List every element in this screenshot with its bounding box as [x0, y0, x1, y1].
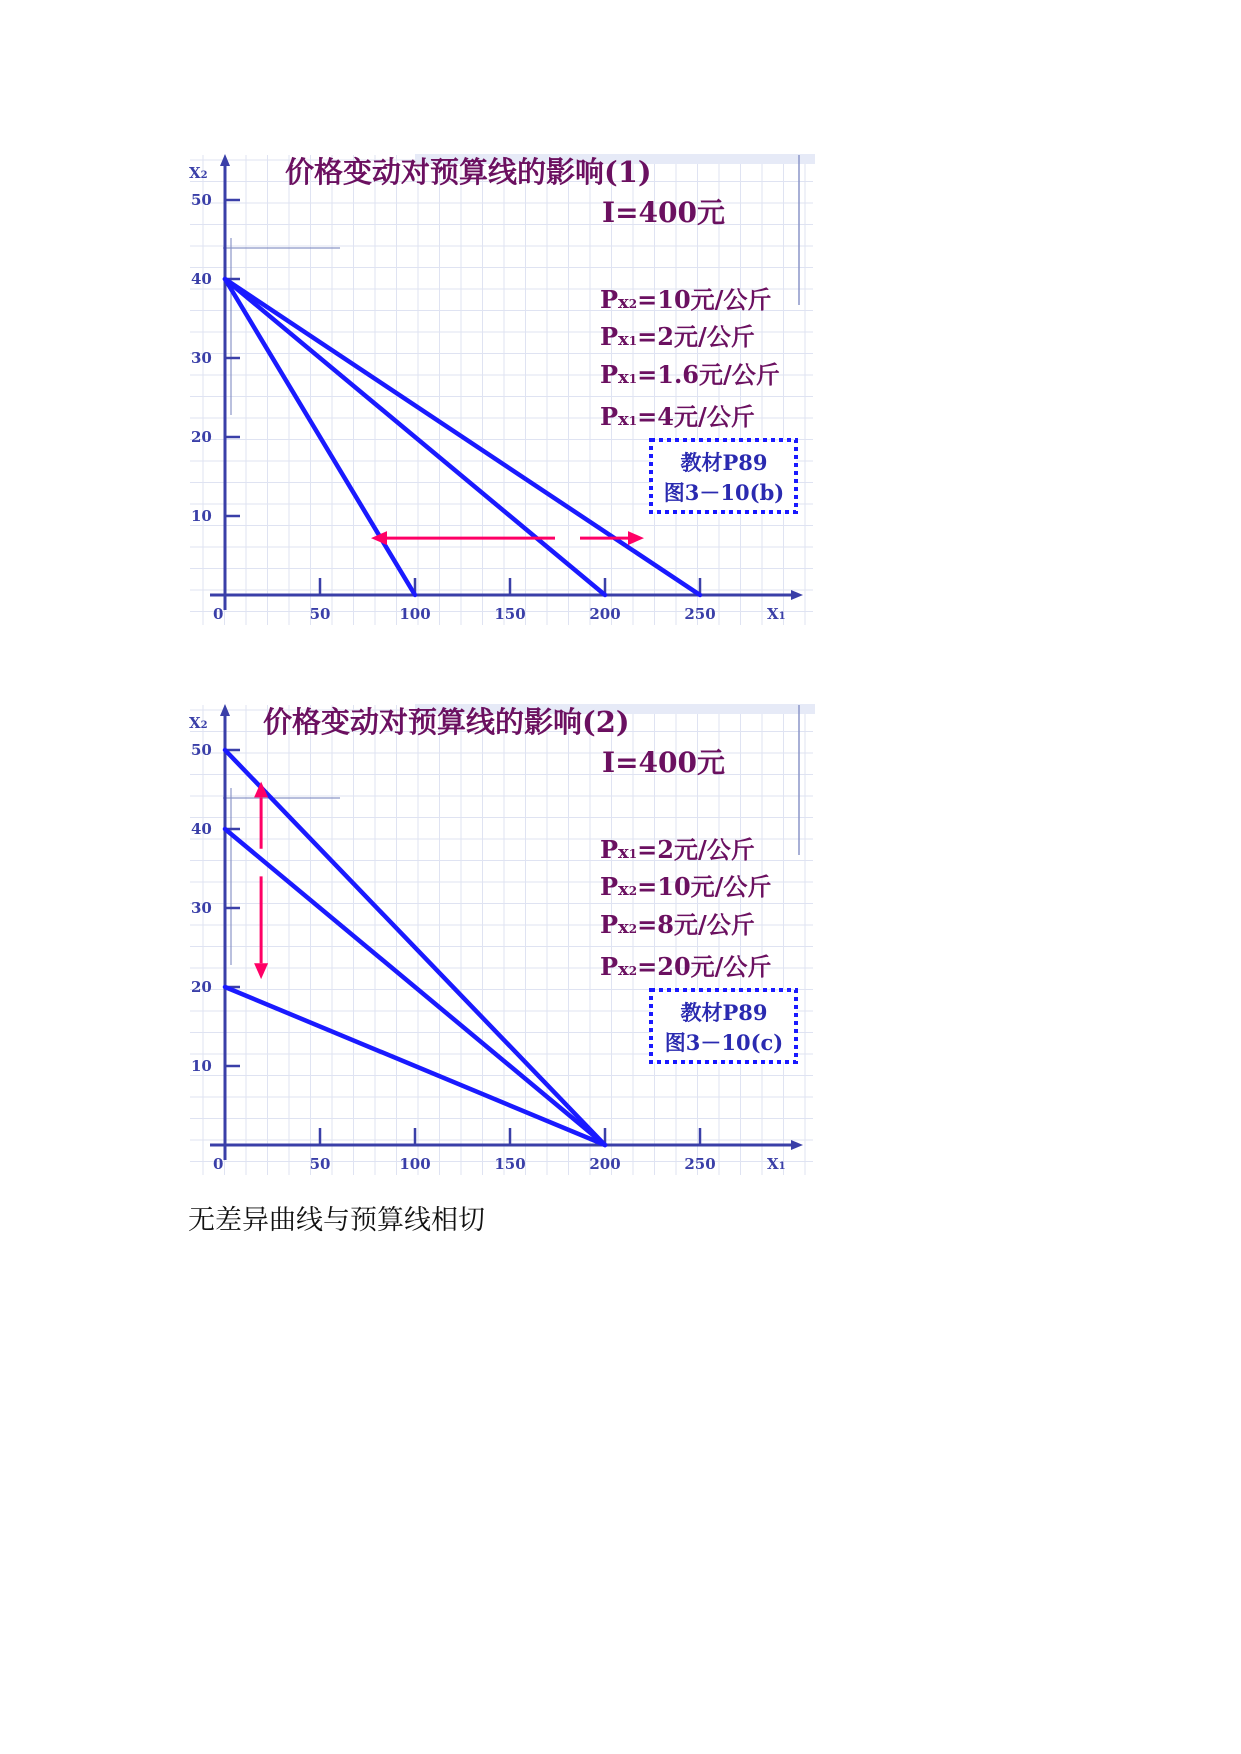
- annotation-2: Px2=10元/公斤: [600, 285, 772, 314]
- x-axis-arrow: [791, 1140, 803, 1150]
- annotation-5: Px1=4元/公斤: [600, 402, 755, 431]
- y-tick-label: 30: [191, 899, 212, 917]
- y-tick-label: 20: [191, 428, 212, 446]
- change-arrows: [371, 531, 644, 545]
- change-arrows: [254, 782, 268, 980]
- budget-line-1: [225, 279, 415, 595]
- y-axis-label: X2: [189, 164, 208, 182]
- x-tick-label: 250: [684, 1155, 716, 1173]
- chart-title: 价格变动对预算线的影响(1): [285, 155, 652, 189]
- annotation-1: I=400元: [602, 746, 726, 779]
- annotation-2: Px1=2元/公斤: [600, 835, 755, 864]
- annotation-3: Px1=2元/公斤: [600, 322, 755, 351]
- y-axis-label: X2: [189, 714, 208, 732]
- note-box: [651, 440, 796, 512]
- caption-text: 无差异曲线与预算线相切: [188, 1205, 485, 1236]
- annotation-4: Px2=8元/公斤: [600, 910, 755, 939]
- budget-line-2: [225, 829, 605, 1145]
- budget-line-3: [225, 279, 700, 595]
- x-tick-label: 150: [494, 605, 526, 623]
- budget-line-1: [225, 750, 605, 1145]
- note-line-2: 图3－10(c): [664, 1030, 784, 1055]
- note-box: [651, 990, 796, 1062]
- y-tick-label: 40: [191, 270, 212, 288]
- y-tick-label: 50: [191, 191, 212, 209]
- x-tick-label: 50: [309, 605, 331, 623]
- annotation-4: Px1=1.6元/公斤: [600, 360, 780, 389]
- annotation-5: Px2=20元/公斤: [600, 952, 772, 981]
- x-tick-label: 250: [684, 605, 716, 623]
- budget-line-2: [225, 279, 605, 595]
- chart-svg-1: [185, 150, 815, 630]
- x-tick-label: 0: [213, 605, 224, 623]
- x-tick-label: 100: [399, 605, 431, 623]
- x-axis-arrow: [791, 590, 803, 600]
- y-tick-label: 10: [191, 507, 212, 525]
- chart-svg-2: [185, 700, 815, 1180]
- y-tick-label: 50: [191, 741, 212, 759]
- x-tick-label: 50: [309, 1155, 331, 1173]
- arrow-down-head: [254, 963, 268, 979]
- y-tick-label: 20: [191, 978, 212, 996]
- annotation-3: Px2=10元/公斤: [600, 872, 772, 901]
- budget-line-chart-2: [185, 700, 815, 1180]
- x-axis-label: X1: [767, 1155, 786, 1173]
- x-tick-label: 200: [589, 605, 621, 623]
- chart-title: 价格变动对预算线的影响(2): [263, 705, 630, 739]
- x-tick-label: 200: [589, 1155, 621, 1173]
- y-tick-label: 10: [191, 1057, 212, 1075]
- budget-line-chart-1: [185, 150, 815, 630]
- annotation-1: I=400元: [602, 196, 726, 229]
- note-line-1: 教材P89: [680, 1000, 768, 1025]
- note-line-1: 教材P89: [680, 450, 768, 475]
- note-line-2: 图3－10(b): [663, 480, 785, 505]
- y-tick-label: 40: [191, 820, 212, 838]
- x-tick-label: 0: [213, 1155, 224, 1173]
- arrow-right-head: [628, 531, 644, 545]
- x-tick-label: 150: [494, 1155, 526, 1173]
- y-tick-label: 30: [191, 349, 212, 367]
- x-tick-label: 100: [399, 1155, 431, 1173]
- x-axis-label: X1: [767, 605, 786, 623]
